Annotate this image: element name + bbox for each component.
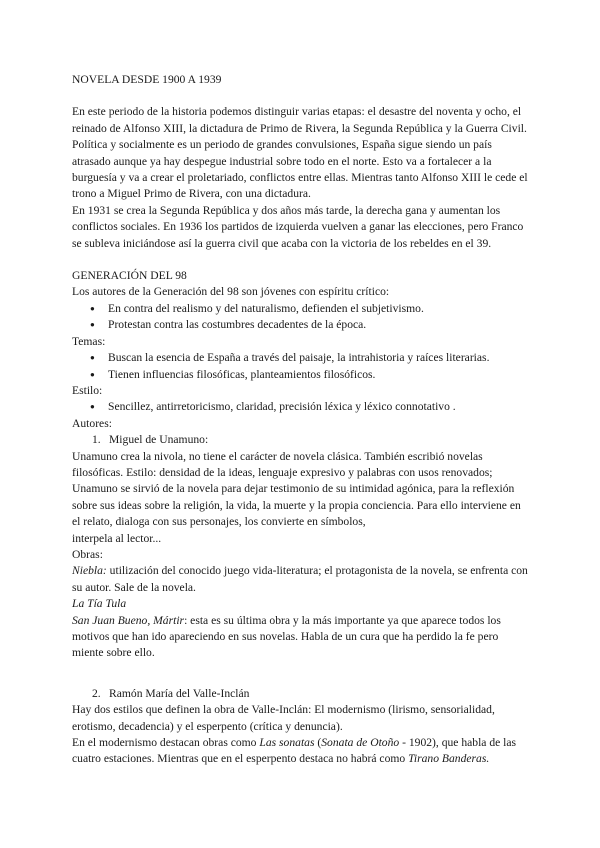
section-heading-gen98: GENERACIÓN DEL 98 [72, 269, 187, 283]
spacer [72, 252, 530, 268]
obras-label: Obras: [72, 547, 103, 561]
list-number: 1. [92, 433, 101, 447]
work-description: : esta es su última obra y la más importante ya que aparece todos los motivos que han ido apareciendo en sus novelas. Habla de un cura que ha perdido la fe pero miente sobre ello. [72, 613, 501, 660]
list-item: ● En contra del realismo y del naturalismo, defienden el subjetivismo. [72, 301, 530, 317]
unamuno-paragraph-end: interpela al lector... [72, 531, 162, 545]
temas-list [72, 350, 530, 383]
intro-paragraph-3: En 1931 se crea la Segunda República y dos años más tarde, la derecha gana y aumentan los conflictos sociales. En 1936 los partidos de izquierda vuelven a ganar las elecciones, pero Franco se subleva iniciándose así la guerra civil que acaba con la victoria de los rebeldes en el 39. [72, 203, 524, 250]
gen98-lead: Los autores de la Generación del 98 son jóvenes con espíritu crítico: [72, 285, 390, 299]
work-title: Las sonatas [259, 736, 315, 750]
author-item-unamuno [72, 432, 530, 448]
work-title: Sonata de Otoño [321, 736, 400, 750]
list-item: ● Sencillez, antirretoricismo, claridad, precisión léxica y léxico connotativo . [72, 399, 530, 415]
document-body [72, 72, 530, 768]
work-tia-tula [72, 596, 530, 612]
spacer [72, 662, 530, 686]
spacer [72, 88, 530, 104]
work-title: Tirano Banderas. [408, 752, 490, 766]
work-title: San Juan Bueno, Mártir [72, 613, 185, 627]
list-item: ● Protestan contra las costumbres decadentes de la época. [72, 317, 530, 333]
work-title: La Tía Tula [72, 597, 127, 611]
traits-list [72, 301, 530, 334]
text-run: En el modernismo destacan obras como [72, 736, 260, 750]
author-item-valle [72, 686, 530, 702]
authors-list-unamuno [72, 432, 530, 448]
author-name: Ramón María del Valle-Inclán [109, 686, 250, 700]
temas-label: Temas: [72, 334, 106, 348]
list-number: 2. [92, 686, 101, 700]
page-title: NOVELA DESDE 1900 A 1939 [72, 73, 222, 86]
intro-paragraph-2: Política y socialmente es un periodo de grandes convulsiones, España sigue siendo un país atrasado aunque ya hay despegue industrial sobre todo en el norte. Esto va a fortalecer a la burguesía y va a crear el proletariado, conflictos entre ellas. Mientras tanto Alfonso XIII le cede el trono a Miguel Primo de Rivera, con una dictadura. [72, 138, 528, 201]
valle-paragraph-2 [72, 735, 530, 768]
intro-paragraph-1: En este periodo de la historia podemos distinguir varias etapas: el desastre del noventa y ocho, el reinado de Alfonso XIII, la dictadura de Primo de Rivera, la Segunda República y la Guerra Civil. [72, 105, 527, 135]
text-run: ( [314, 736, 322, 750]
authors-list-valle [72, 686, 530, 702]
author-name: Miguel de Unamuno: [109, 433, 209, 447]
text-run: - 1902), que habla de las cuatro estaciones. Mientras que en el esperpento destaca no habrá como [72, 736, 517, 766]
work-niebla [72, 563, 530, 596]
list-item: ● Buscan la esencia de España a través del paisaje, la intrahistoria y raíces literarias. [72, 350, 530, 366]
work-san-juan [72, 613, 530, 662]
estilo-list [72, 399, 530, 415]
estilo-label: Estilo: [72, 383, 103, 397]
valle-paragraph-1: Hay dos estilos que definen la obra de Valle-Inclán: El modernismo (lirismo, sensorialidad, erotismo, decadencia) y el esperpento (crítica y denuncia). [72, 703, 495, 733]
work-title: Niebla: [72, 564, 107, 578]
list-item: ● Tienen influencias filosóficas, planteamientos filosóficos. [72, 367, 530, 383]
work-description: utilización del conocido juego vida-literatura; el protagonista de la novela, se enfrenta con su autor. Sale de la novela. [72, 564, 528, 594]
autores-label: Autores: [72, 416, 112, 430]
unamuno-paragraph: Unamuno crea la nivola, no tiene el carácter de novela clásica. También escribió novelas filosóficas. Estilo: densidad de la ideas, lenguaje expresivo y palabras con usos renovados; Unamuno se sirvió de la novela para dejar testimonio de su intimidad agónica, para la reflexión sobre sus ideas sobre la religión, la vida, la muerte y la propia conciencia. Para ello interviene en el relato, dialoga con sus personajes, los convierte en símbolos, [72, 449, 521, 529]
